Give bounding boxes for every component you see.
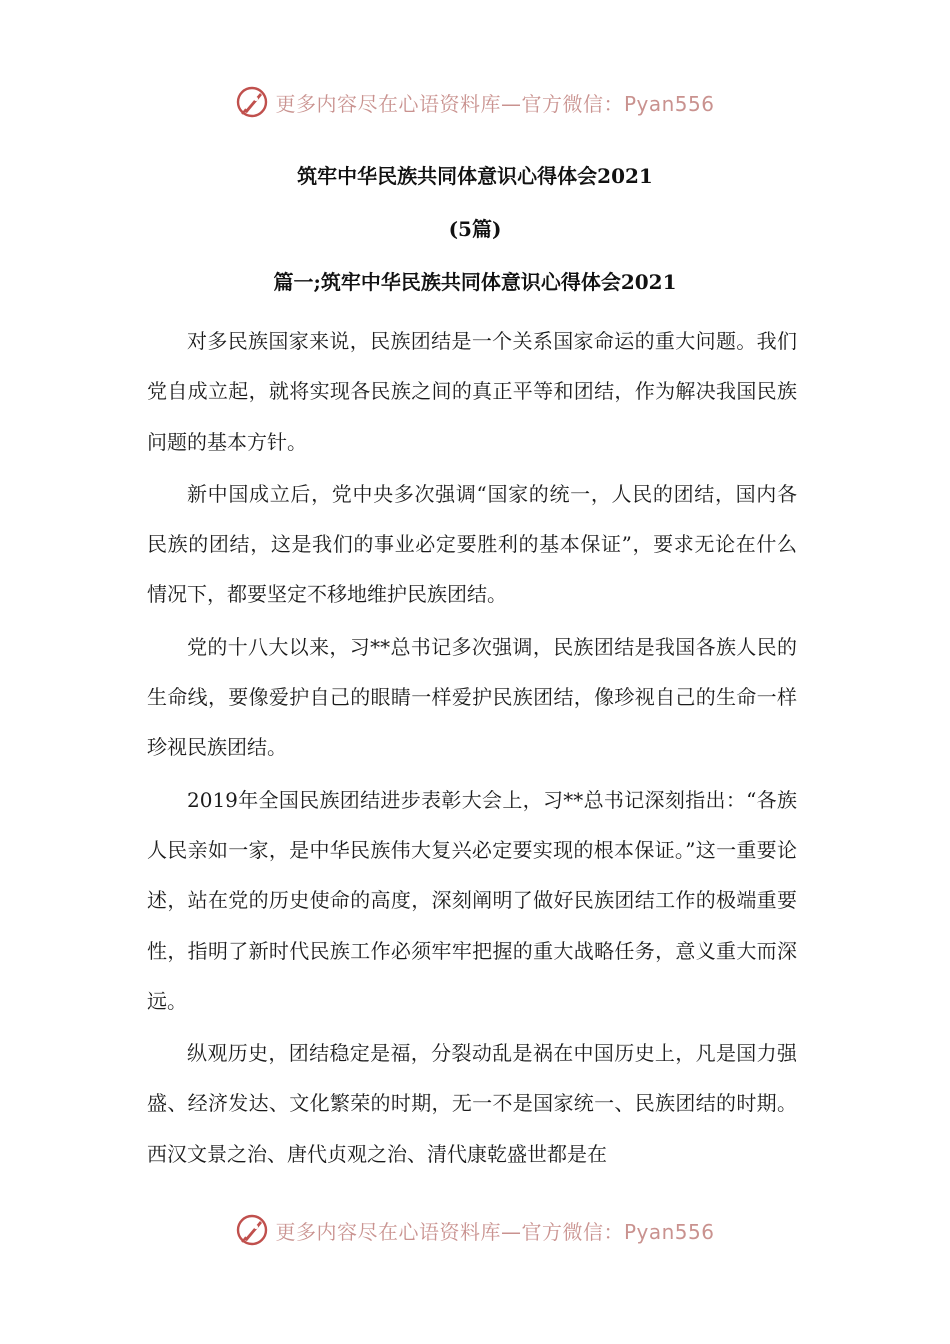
- document-body: [147, 316, 797, 1181]
- header-watermark-banner: [0, 82, 950, 122]
- body-paragraph: 对多民族国家来说，民族团结是一个关系国家命运的重大问题。我们党自成立起，就将实现各民族之间的真正平等和团结，作为解决我国民族问题的基本方针。: [147, 329, 797, 454]
- quill-logo-icon: [235, 1213, 269, 1247]
- body-paragraph: 新中国成立后，党中央多次强调“国家的统一，人民的团结，国内各民族的团结，这是我们的事业必定要胜利的基本保证”，要求无论在什么情况下，都要坚定不移地维护民族团结。: [147, 481, 797, 607]
- body-paragraph: 党的十八大以来，习**总书记多次强调，民族团结是我国各族人民的生命线，要像爱护自己的眼睛一样爱护民族团结，像珍视自己的生命一样珍视民族团结。: [147, 634, 797, 760]
- header-banner-text: 更多内容尽在心语资料库—官方微信：Pyan556: [275, 91, 715, 116]
- quill-logo-icon: [235, 85, 269, 119]
- body-paragraph: 2019年全国民族团结进步表彰大会上，习**总书记深刻指出：“各族人民亲如一家，是中华民族伟大复兴必定要实现的根本保证。”这一重要论述，站在党的历史使命的高度，深刻阐明了做好民族团结工作的极端重要性，指明了新时代民族工作必须牢牢把握的重大战略任务，意义重大而深远。: [147, 787, 797, 1013]
- document-subtitle: (5篇): [448, 217, 502, 241]
- footer-banner-text: 更多内容尽在心语资料库—官方微信：Pyan556: [275, 1219, 715, 1244]
- footer-watermark-banner: [0, 1210, 950, 1250]
- document-title: 筑牢中华民族共同体意识心得体会2021: [297, 164, 653, 188]
- section-heading: 篇一;筑牢中华民族共同体意识心得体会2021: [273, 270, 677, 294]
- body-paragraph: 纵观历史，团结稳定是福，分裂动乱是祸在中国历史上，凡是国力强盛、经济发达、文化繁荣的时期，无一不是国家统一、民族团结的时期。西汉文景之治、唐代贞观之治、清代康乾盛世都是在: [147, 1041, 797, 1166]
